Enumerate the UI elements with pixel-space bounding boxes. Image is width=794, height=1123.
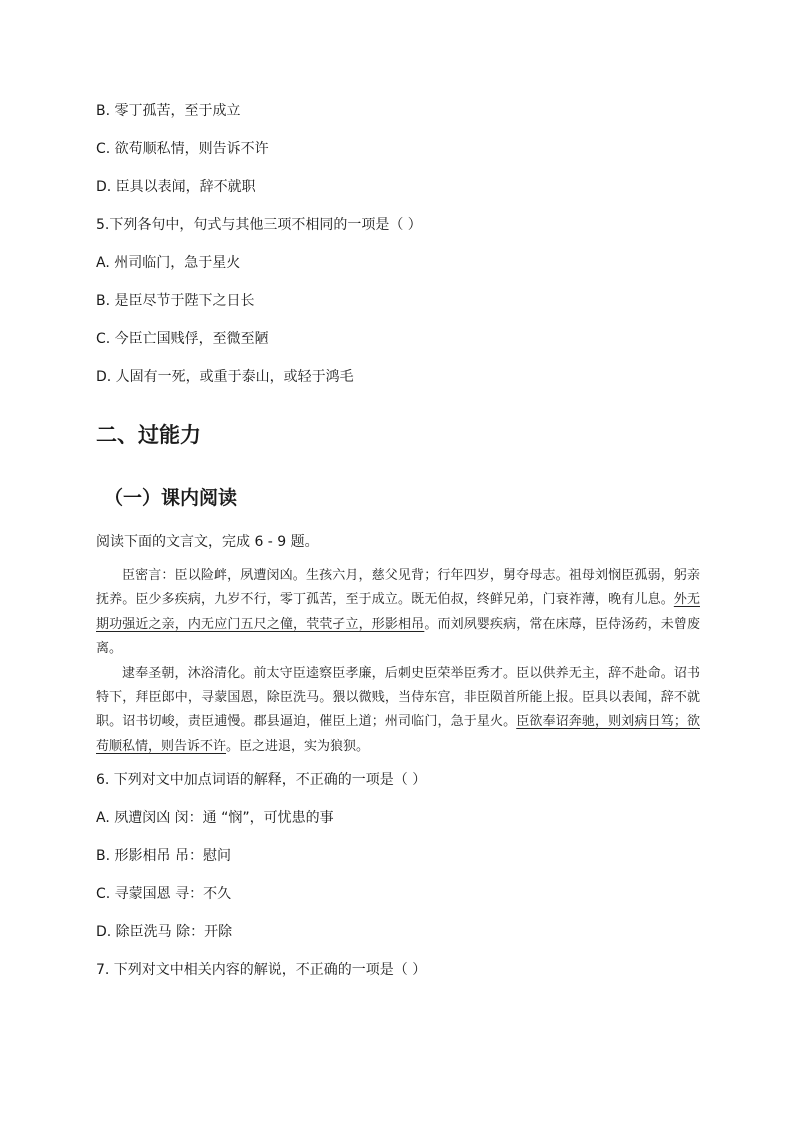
q5-option-c: C. 今臣亡国贱俘，至微至陋 <box>96 331 269 347</box>
passage-paragraph-2: 逮奉圣朝，沐浴清化。前太守臣逵察臣孝廉，后刺史臣荣举臣秀才。臣以供养无主，辞不赴命。诏书特下，拜臣郎中，寻蒙国恩，除臣洗马。猥以微贱，当侍东宫，非臣陨首所能上报。臣具以表闻，辞不就职。诏书切峻，责臣逋慢。郡县逼迫，催臣上道；州司临门，急于星火。臣欲奉诏奔驰，则刘病日笃；欲苟顺私情，则告诉不许。臣之进退，实为狼狈。 <box>96 665 700 754</box>
q4-option-d: D. 臣具以表闻，辞不就职 <box>96 179 256 195</box>
q4-option-c: C. 欲苟顺私情，则告诉不许 <box>96 141 269 157</box>
q4-option-b: B. 零丁孤苦，至于成立 <box>96 103 241 119</box>
reading-instruction: 阅读下面的文言文，完成 6 - 9 题。 <box>96 534 319 550</box>
subsection-title: （一）课内阅读 <box>104 487 238 509</box>
underlined-sentence-2: 臣欲奉诏奔驰，则刘病日笃；欲苟顺私情，则告诉不许 <box>96 714 700 754</box>
q6-stem: 6. 下列对文中加点词语的解释，不正确的一项是（ ） <box>96 772 427 788</box>
classical-passage <box>96 564 700 759</box>
q6-option-c: C. 寻蒙国恩 寻：不久 <box>96 886 232 902</box>
q5-option-d: D. 人固有一死，或重于泰山，或轻于鸿毛 <box>96 369 354 385</box>
q6-option-d: D. 除臣洗马 除：开除 <box>96 924 233 940</box>
q6-option-b: B. 形影相吊 吊：慰问 <box>96 848 231 864</box>
q5-option-b: B. 是臣尽节于陛下之日长 <box>96 293 255 309</box>
q6-option-a: A. 夙遭闵凶 闵：通 “悯”，可忧患的事 <box>96 810 334 826</box>
q5-option-a: A. 州司临门，急于星火 <box>96 255 241 271</box>
underlined-sentence-1: 外无期功强近之亲，内无应门五尺之僮，茕茕孑立，形影相吊 <box>96 592 700 632</box>
q7-stem: 7. 下列对文中相关内容的解说，不正确的一项是（ ） <box>96 962 427 978</box>
passage-paragraph-1: 臣密言：臣以险衅，夙遭闵凶。生孩六月，慈父见背；行年四岁，舅夺母志。祖母刘悯臣孤弱，躬亲抚养。臣少多疾病，九岁不行，零丁孤苦，至于成立。既无伯叔，终鲜兄弟，门衰祚薄，晚有儿息。外无期功强近之亲，内无应门五尺之僮，茕茕孑立，形影相吊。而刘夙婴疾病，常在床蓐，臣侍汤药，未曾废离。 <box>96 568 700 657</box>
q5-stem: 5.下列各句中，句式与其他三项不相同的一项是（ ） <box>96 217 422 233</box>
section-title: 二、过能力 <box>96 423 201 447</box>
